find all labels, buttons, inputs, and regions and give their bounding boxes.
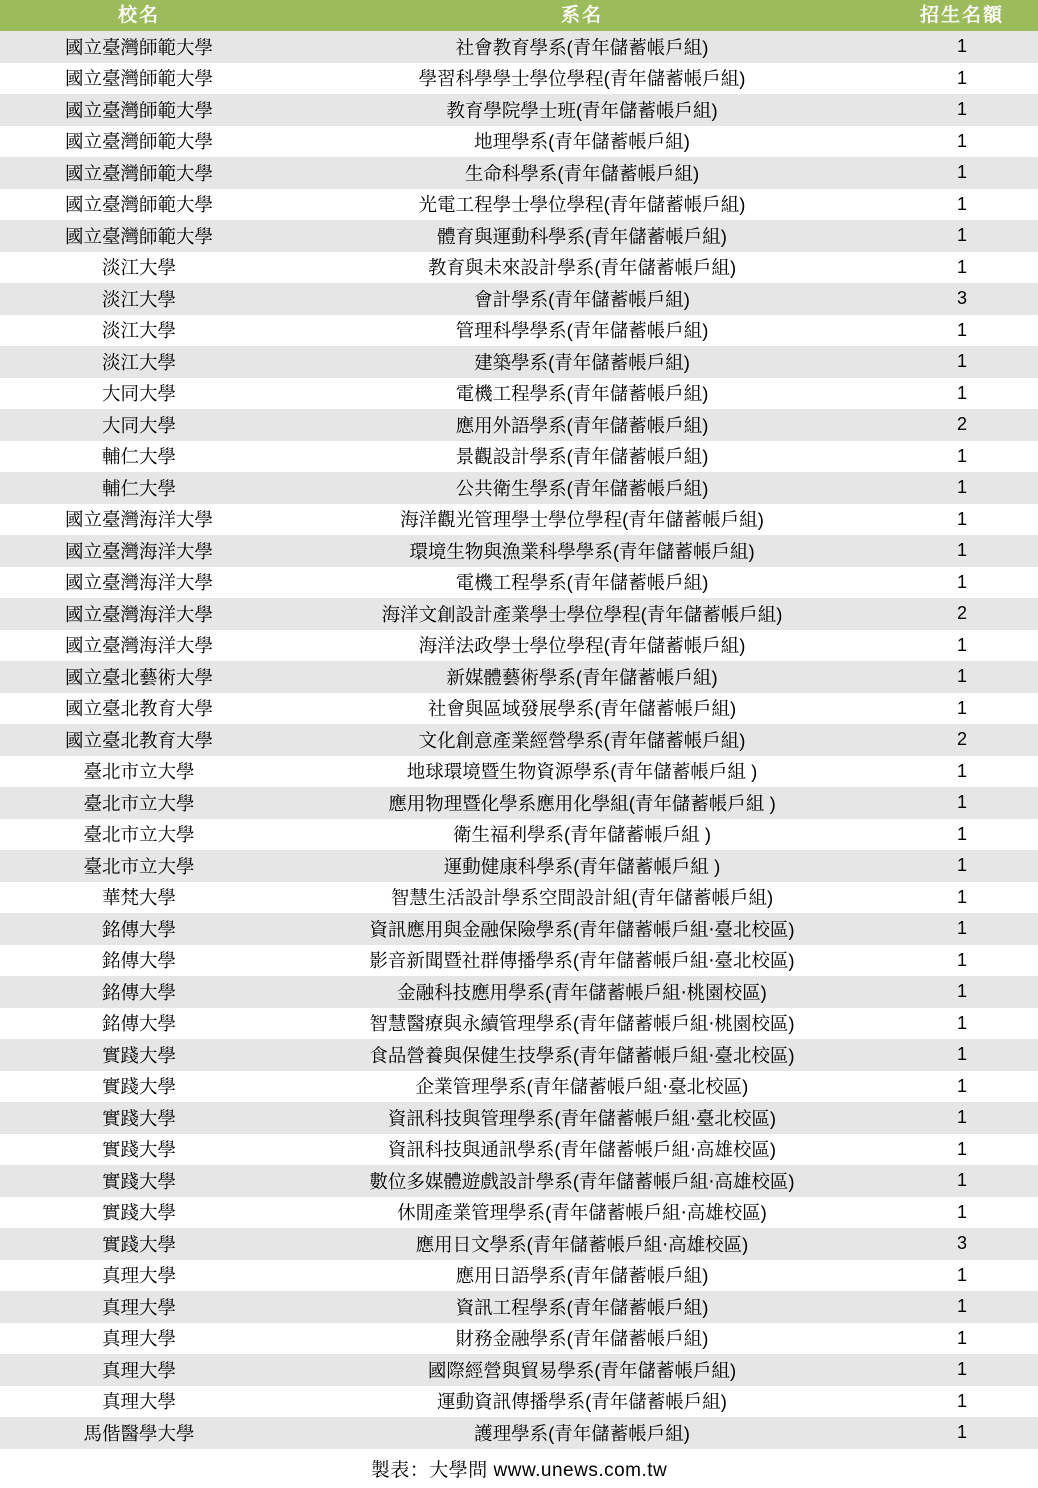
table-row <box>0 724 1038 756</box>
cell-department: 企業管理學系(青年儲蓄帳戶組‧臺北校區) <box>278 1071 886 1103</box>
cell-school: 大同大學 <box>0 409 278 441</box>
cell-school: 國立臺灣海洋大學 <box>0 535 278 567</box>
cell-quota: 1 <box>886 220 1038 252</box>
cell-department: 應用日語學系(青年儲蓄帳戶組) <box>278 1260 886 1292</box>
cell-quota: 1 <box>886 787 1038 819</box>
cell-department: 金融科技應用學系(青年儲蓄帳戶組‧桃園校區) <box>278 976 886 1008</box>
cell-quota: 1 <box>886 315 1038 347</box>
cell-quota: 1 <box>886 472 1038 504</box>
cell-department: 運動健康科學系(青年儲蓄帳戶組 ) <box>278 850 886 882</box>
cell-department: 影音新聞暨社群傳播學系(青年儲蓄帳戶組‧臺北校區) <box>278 945 886 977</box>
table-row <box>0 63 1038 95</box>
cell-department: 智慧生活設計學系空間設計組(青年儲蓄帳戶組) <box>278 882 886 914</box>
table-row <box>0 346 1038 378</box>
table-row <box>0 1008 1038 1040</box>
cell-department: 海洋觀光管理學士學位學程(青年儲蓄帳戶組) <box>278 504 886 536</box>
cell-quota: 1 <box>886 1260 1038 1292</box>
cell-department: 海洋法政學士學位學程(青年儲蓄帳戶組) <box>278 630 886 662</box>
cell-department: 社會教育學系(青年儲蓄帳戶組) <box>278 31 886 63</box>
cell-department: 公共衛生學系(青年儲蓄帳戶組) <box>278 472 886 504</box>
table-row <box>0 1417 1038 1449</box>
cell-school: 臺北市立大學 <box>0 756 278 788</box>
cell-quota: 1 <box>886 819 1038 851</box>
cell-school: 真理大學 <box>0 1323 278 1355</box>
cell-school: 實踐大學 <box>0 1102 278 1134</box>
table-row <box>0 189 1038 221</box>
cell-quota: 1 <box>886 189 1038 221</box>
cell-quota: 1 <box>886 126 1038 158</box>
cell-department: 生命科學系(青年儲蓄帳戶組) <box>278 157 886 189</box>
table-header <box>0 0 1038 31</box>
cell-school: 國立臺北教育大學 <box>0 693 278 725</box>
cell-department: 衛生福利學系(青年儲蓄帳戶組 ) <box>278 819 886 851</box>
cell-school: 國立臺灣海洋大學 <box>0 630 278 662</box>
table-row <box>0 441 1038 473</box>
cell-quota: 2 <box>886 724 1038 756</box>
table-row <box>0 378 1038 410</box>
table-row <box>0 598 1038 630</box>
cell-school: 淡江大學 <box>0 283 278 315</box>
cell-quota: 3 <box>886 1228 1038 1260</box>
cell-quota: 1 <box>886 1323 1038 1355</box>
cell-department: 環境生物與漁業科學學系(青年儲蓄帳戶組) <box>278 535 886 567</box>
cell-department: 教育學院學士班(青年儲蓄帳戶組) <box>278 94 886 126</box>
cell-school: 真理大學 <box>0 1260 278 1292</box>
table-row <box>0 126 1038 158</box>
cell-quota: 1 <box>886 63 1038 95</box>
cell-school: 淡江大學 <box>0 346 278 378</box>
cell-department: 國際經營與貿易學系(青年儲蓄帳戶組) <box>278 1354 886 1386</box>
cell-quota: 1 <box>886 441 1038 473</box>
cell-school: 國立臺灣師範大學 <box>0 157 278 189</box>
table-row <box>0 1071 1038 1103</box>
table-header-row <box>0 0 1038 31</box>
cell-school: 國立臺灣師範大學 <box>0 220 278 252</box>
cell-quota: 2 <box>886 598 1038 630</box>
table-row <box>0 787 1038 819</box>
cell-school: 國立臺灣師範大學 <box>0 94 278 126</box>
cell-quota: 1 <box>886 1386 1038 1418</box>
cell-school: 真理大學 <box>0 1291 278 1323</box>
cell-school: 馬偕醫學大學 <box>0 1417 278 1449</box>
cell-department: 地理學系(青年儲蓄帳戶組) <box>278 126 886 158</box>
cell-quota: 2 <box>886 409 1038 441</box>
cell-department: 應用日文學系(青年儲蓄帳戶組‧高雄校區) <box>278 1228 886 1260</box>
cell-school: 銘傳大學 <box>0 976 278 1008</box>
cell-school: 實踐大學 <box>0 1134 278 1166</box>
cell-school: 國立臺灣師範大學 <box>0 63 278 95</box>
cell-quota: 1 <box>886 756 1038 788</box>
cell-quota: 1 <box>886 630 1038 662</box>
cell-quota: 1 <box>886 1354 1038 1386</box>
table-row <box>0 1102 1038 1134</box>
table-row <box>0 661 1038 693</box>
cell-quota: 1 <box>886 94 1038 126</box>
table-row <box>0 1291 1038 1323</box>
cell-school: 實踐大學 <box>0 1071 278 1103</box>
cell-quota: 1 <box>886 378 1038 410</box>
cell-department: 資訊應用與金融保險學系(青年儲蓄帳戶組‧臺北校區) <box>278 913 886 945</box>
table-row <box>0 882 1038 914</box>
cell-quota: 1 <box>886 850 1038 882</box>
cell-department: 資訊工程學系(青年儲蓄帳戶組) <box>278 1291 886 1323</box>
cell-department: 護理學系(青年儲蓄帳戶組) <box>278 1417 886 1449</box>
cell-department: 教育與未來設計學系(青年儲蓄帳戶組) <box>278 252 886 284</box>
cell-school: 實踐大學 <box>0 1039 278 1071</box>
cell-quota: 1 <box>886 1165 1038 1197</box>
table-row <box>0 756 1038 788</box>
cell-school: 國立臺灣海洋大學 <box>0 567 278 599</box>
cell-school: 大同大學 <box>0 378 278 410</box>
cell-department: 電機工程學系(青年儲蓄帳戶組) <box>278 567 886 599</box>
table-body <box>0 31 1038 1449</box>
cell-school: 國立臺灣師範大學 <box>0 126 278 158</box>
table-row <box>0 535 1038 567</box>
cell-quota: 1 <box>886 252 1038 284</box>
table-row <box>0 1386 1038 1418</box>
cell-department: 應用物理暨化學系應用化學組(青年儲蓄帳戶組 ) <box>278 787 886 819</box>
cell-school: 國立臺灣師範大學 <box>0 189 278 221</box>
cell-school: 真理大學 <box>0 1354 278 1386</box>
cell-department: 智慧醫療與永續管理學系(青年儲蓄帳戶組‧桃園校區) <box>278 1008 886 1040</box>
cell-school: 實踐大學 <box>0 1197 278 1229</box>
cell-school: 淡江大學 <box>0 252 278 284</box>
cell-quota: 1 <box>886 1008 1038 1040</box>
cell-school: 臺北市立大學 <box>0 787 278 819</box>
table-row <box>0 1323 1038 1355</box>
cell-quota: 1 <box>886 1417 1038 1449</box>
cell-quota: 1 <box>886 346 1038 378</box>
cell-quota: 1 <box>886 882 1038 914</box>
cell-department: 體育與運動科學系(青年儲蓄帳戶組) <box>278 220 886 252</box>
cell-school: 輔仁大學 <box>0 441 278 473</box>
table-row <box>0 1354 1038 1386</box>
cell-quota: 1 <box>886 1134 1038 1166</box>
cell-department: 社會與區域發展學系(青年儲蓄帳戶組) <box>278 693 886 725</box>
table-row <box>0 945 1038 977</box>
cell-school: 銘傳大學 <box>0 945 278 977</box>
table-row <box>0 913 1038 945</box>
table-row <box>0 693 1038 725</box>
cell-school: 國立臺灣海洋大學 <box>0 598 278 630</box>
cell-quota: 1 <box>886 1291 1038 1323</box>
cell-department: 光電工程學士學位學程(青年儲蓄帳戶組) <box>278 189 886 221</box>
cell-quota: 1 <box>886 945 1038 977</box>
cell-school: 國立臺北教育大學 <box>0 724 278 756</box>
cell-school: 國立臺北藝術大學 <box>0 661 278 693</box>
column-header-department: 系名 <box>278 0 886 31</box>
cell-school: 華梵大學 <box>0 882 278 914</box>
cell-quota: 3 <box>886 283 1038 315</box>
cell-quota: 1 <box>886 976 1038 1008</box>
cell-school: 臺北市立大學 <box>0 850 278 882</box>
table-row <box>0 157 1038 189</box>
cell-department: 運動資訊傳播學系(青年儲蓄帳戶組) <box>278 1386 886 1418</box>
table-row <box>0 31 1038 63</box>
cell-department: 財務金融學系(青年儲蓄帳戶組) <box>278 1323 886 1355</box>
cell-department: 會計學系(青年儲蓄帳戶組) <box>278 283 886 315</box>
cell-department: 景觀設計學系(青年儲蓄帳戶組) <box>278 441 886 473</box>
cell-department: 學習科學學士學位學程(青年儲蓄帳戶組) <box>278 63 886 95</box>
table-row <box>0 1260 1038 1292</box>
cell-school: 臺北市立大學 <box>0 819 278 851</box>
cell-quota: 1 <box>886 535 1038 567</box>
table-row <box>0 94 1038 126</box>
cell-department: 食品營養與保健生技學系(青年儲蓄帳戶組‧臺北校區) <box>278 1039 886 1071</box>
cell-quota: 1 <box>886 504 1038 536</box>
cell-department: 休閒產業管理學系(青年儲蓄帳戶組‧高雄校區) <box>278 1197 886 1229</box>
column-header-school: 校名 <box>0 0 278 31</box>
table-row <box>0 630 1038 662</box>
table-row <box>0 850 1038 882</box>
cell-quota: 1 <box>886 1039 1038 1071</box>
cell-department: 數位多媒體遊戲設計學系(青年儲蓄帳戶組‧高雄校區) <box>278 1165 886 1197</box>
cell-department: 管理科學學系(青年儲蓄帳戶組) <box>278 315 886 347</box>
table-row <box>0 819 1038 851</box>
column-header-quota: 招生名額 <box>886 0 1038 31</box>
table-row <box>0 252 1038 284</box>
cell-quota: 1 <box>886 1197 1038 1229</box>
cell-department: 文化創意產業經營學系(青年儲蓄帳戶組) <box>278 724 886 756</box>
table-row <box>0 283 1038 315</box>
cell-school: 銘傳大學 <box>0 1008 278 1040</box>
cell-school: 國立臺灣海洋大學 <box>0 504 278 536</box>
cell-school: 淡江大學 <box>0 315 278 347</box>
table-row <box>0 567 1038 599</box>
table-row <box>0 1039 1038 1071</box>
cell-quota: 1 <box>886 1102 1038 1134</box>
cell-school: 銘傳大學 <box>0 913 278 945</box>
table-row <box>0 409 1038 441</box>
cell-department: 海洋文創設計產業學士學位學程(青年儲蓄帳戶組) <box>278 598 886 630</box>
table-row <box>0 1134 1038 1166</box>
cell-school: 實踐大學 <box>0 1165 278 1197</box>
cell-department: 地球環境暨生物資源學系(青年儲蓄帳戶組 ) <box>278 756 886 788</box>
cell-department: 資訊科技與通訊學系(青年儲蓄帳戶組‧高雄校區) <box>278 1134 886 1166</box>
cell-department: 資訊科技與管理學系(青年儲蓄帳戶組‧臺北校區) <box>278 1102 886 1134</box>
cell-school: 輔仁大學 <box>0 472 278 504</box>
cell-quota: 1 <box>886 1071 1038 1103</box>
cell-department: 電機工程學系(青年儲蓄帳戶組) <box>278 378 886 410</box>
cell-quota: 1 <box>886 157 1038 189</box>
table-row <box>0 472 1038 504</box>
cell-department: 新媒體藝術學系(青年儲蓄帳戶組) <box>278 661 886 693</box>
table-row <box>0 220 1038 252</box>
table-row <box>0 504 1038 536</box>
cell-quota: 1 <box>886 567 1038 599</box>
table-row <box>0 976 1038 1008</box>
cell-school: 真理大學 <box>0 1386 278 1418</box>
cell-school: 實踐大學 <box>0 1228 278 1260</box>
table-row <box>0 1165 1038 1197</box>
cell-school: 國立臺灣師範大學 <box>0 31 278 63</box>
cell-quota: 1 <box>886 661 1038 693</box>
table-credit: 製表：大學問 www.unews.com.tw <box>0 1449 1038 1488</box>
cell-quota: 1 <box>886 913 1038 945</box>
cell-department: 應用外語學系(青年儲蓄帳戶組) <box>278 409 886 441</box>
table-row <box>0 1228 1038 1260</box>
cell-department: 建築學系(青年儲蓄帳戶組) <box>278 346 886 378</box>
table-row <box>0 315 1038 347</box>
cell-quota: 1 <box>886 693 1038 725</box>
cell-quota: 1 <box>886 31 1038 63</box>
table-row <box>0 1197 1038 1229</box>
